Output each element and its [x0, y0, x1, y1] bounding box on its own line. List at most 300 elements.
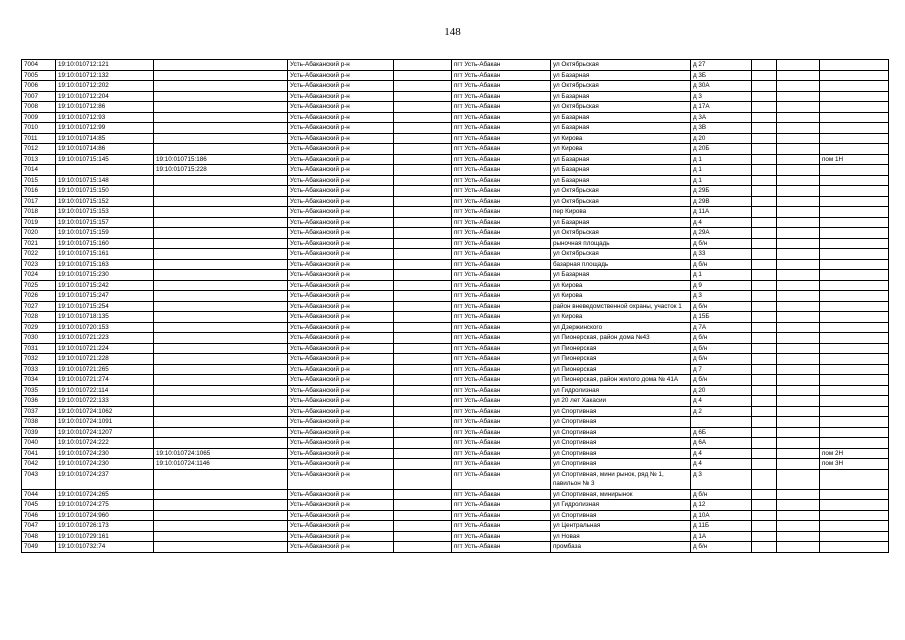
cell-premises-cadastral-number: [154, 531, 288, 542]
cell-apartment: [820, 364, 889, 375]
cell-house: д 3: [691, 91, 752, 102]
cell-locality: пгт Усть-Абакан: [452, 186, 551, 197]
table-row: [22, 228, 889, 239]
cell-street: ул Октябрьская: [551, 60, 691, 71]
cell-settlement-type: [394, 510, 452, 521]
cell-cadastral-number: 19:10:010715:152: [56, 196, 154, 207]
cell-settlement-type: [394, 270, 452, 281]
cell-building: [752, 438, 777, 449]
cell-locality: пгт Усть-Абакан: [452, 500, 551, 511]
cell-district: Усть-Абаканский р-н: [288, 259, 394, 270]
cell-cadastral-number: 19:10:010712:86: [56, 102, 154, 113]
table-row: [22, 259, 889, 270]
cell-premises-cadastral-number: [154, 280, 288, 291]
cell-locality: пгт Усть-Абакан: [452, 364, 551, 375]
cell-street: ул Базарная: [551, 70, 691, 81]
cell-house: д 4: [691, 448, 752, 459]
cell-structure: [777, 375, 820, 386]
cell-building: [752, 469, 777, 489]
cell-row-number: 7016: [22, 186, 56, 197]
cell-district: Усть-Абаканский р-н: [288, 175, 394, 186]
cell-row-number: 7042: [22, 459, 56, 470]
cell-row-number: 7007: [22, 91, 56, 102]
cell-settlement-type: [394, 144, 452, 155]
cell-district: Усть-Абаканский р-н: [288, 207, 394, 218]
cell-row-number: 7012: [22, 144, 56, 155]
cell-district: Усть-Абаканский р-н: [288, 91, 394, 102]
cell-cadastral-number: 19:10:010715:150: [56, 186, 154, 197]
cell-apartment: [820, 207, 889, 218]
cell-apartment: [820, 228, 889, 239]
cell-row-number: 7039: [22, 427, 56, 438]
cell-premises-cadastral-number: [154, 301, 288, 312]
cell-house: д 3Б: [691, 70, 752, 81]
cell-row-number: 7009: [22, 112, 56, 123]
cell-premises-cadastral-number: [154, 291, 288, 302]
cell-structure: [777, 102, 820, 113]
cell-row-number: 7026: [22, 291, 56, 302]
cell-structure: [777, 165, 820, 176]
cell-district: Усть-Абаканский р-н: [288, 291, 394, 302]
cell-locality: пгт Усть-Абакан: [452, 301, 551, 312]
cell-house: д 4: [691, 217, 752, 228]
cell-district: Усть-Абаканский р-н: [288, 354, 394, 365]
cell-building: [752, 91, 777, 102]
cell-apartment: [820, 217, 889, 228]
cell-cadastral-number: 19:10:010715:242: [56, 280, 154, 291]
cell-row-number: 7023: [22, 259, 56, 270]
cell-premises-cadastral-number: [154, 427, 288, 438]
cell-structure: [777, 500, 820, 511]
cell-apartment: [820, 270, 889, 281]
cell-building: [752, 354, 777, 365]
cell-premises-cadastral-number: [154, 521, 288, 532]
table-row: [22, 406, 889, 417]
cell-district: Усть-Абаканский р-н: [288, 521, 394, 532]
cell-premises-cadastral-number: [154, 217, 288, 228]
cell-district: Усть-Абаканский р-н: [288, 228, 394, 239]
cell-settlement-type: [394, 123, 452, 134]
cell-street: ул Кирова: [551, 144, 691, 155]
cell-locality: пгт Усть-Абакан: [452, 238, 551, 249]
cell-structure: [777, 238, 820, 249]
cell-house: д 1: [691, 270, 752, 281]
cell-street: ул Октябрьская: [551, 196, 691, 207]
cell-premises-cadastral-number: [154, 249, 288, 260]
table-row: [22, 364, 889, 375]
cell-row-number: 7032: [22, 354, 56, 365]
cell-cadastral-number: 19:10:010712:99: [56, 123, 154, 134]
cell-district: Усть-Абаканский р-н: [288, 322, 394, 333]
cell-street: ул Гидролизная: [551, 385, 691, 396]
cell-settlement-type: [394, 427, 452, 438]
table-row: [22, 301, 889, 312]
cell-building: [752, 448, 777, 459]
cell-house: д 29А: [691, 228, 752, 239]
cell-street: ул Спортивная: [551, 459, 691, 470]
cell-settlement-type: [394, 417, 452, 428]
cell-building: [752, 364, 777, 375]
cell-locality: пгт Усть-Абакан: [452, 438, 551, 449]
cell-structure: [777, 81, 820, 92]
cell-row-number: 7031: [22, 343, 56, 354]
cell-settlement-type: [394, 154, 452, 165]
cell-cadastral-number: 19:10:010724:230: [56, 448, 154, 459]
cell-apartment: [820, 249, 889, 260]
cell-structure: [777, 427, 820, 438]
cell-apartment: [820, 312, 889, 323]
cell-street: ул Кирова: [551, 291, 691, 302]
cell-settlement-type: [394, 259, 452, 270]
cell-building: [752, 154, 777, 165]
cell-house: д 4: [691, 396, 752, 407]
cell-cadastral-number: 19:10:010726:173: [56, 521, 154, 532]
cell-structure: [777, 459, 820, 470]
cell-apartment: пом 1Н: [820, 154, 889, 165]
cell-premises-cadastral-number: [154, 207, 288, 218]
cell-structure: [777, 270, 820, 281]
cell-row-number: 7015: [22, 175, 56, 186]
cell-district: Усть-Абаканский р-н: [288, 448, 394, 459]
cell-premises-cadastral-number: [154, 112, 288, 123]
registry-table: [21, 59, 889, 553]
cell-premises-cadastral-number: [154, 144, 288, 155]
cell-apartment: [820, 396, 889, 407]
cell-cadastral-number: 19:10:010724:1207: [56, 427, 154, 438]
cell-structure: [777, 301, 820, 312]
cell-street: ул Центральная: [551, 521, 691, 532]
cell-row-number: 7033: [22, 364, 56, 375]
cell-apartment: [820, 280, 889, 291]
cell-building: [752, 112, 777, 123]
cell-premises-cadastral-number: [154, 312, 288, 323]
cell-apartment: [820, 102, 889, 113]
cell-district: Усть-Абаканский р-н: [288, 301, 394, 312]
cell-cadastral-number: 19:10:010712:204: [56, 91, 154, 102]
cell-settlement-type: [394, 489, 452, 500]
cell-row-number: 7011: [22, 133, 56, 144]
table-row: [22, 144, 889, 155]
cell-premises-cadastral-number: [154, 333, 288, 344]
cell-locality: пгт Усть-Абакан: [452, 228, 551, 239]
cell-locality: пгт Усть-Абакан: [452, 196, 551, 207]
cell-structure: [777, 354, 820, 365]
cell-building: [752, 207, 777, 218]
cell-building: [752, 542, 777, 553]
cell-cadastral-number: 19:10:010729:161: [56, 531, 154, 542]
cell-cadastral-number: 19:10:010722:133: [56, 396, 154, 407]
table-row: [22, 438, 889, 449]
cell-structure: [777, 312, 820, 323]
table-row: [22, 133, 889, 144]
cell-settlement-type: [394, 364, 452, 375]
cell-premises-cadastral-number: 19:10:010715:228: [154, 165, 288, 176]
cell-building: [752, 144, 777, 155]
cell-apartment: пом 2Н: [820, 448, 889, 459]
cell-house: д 29В: [691, 196, 752, 207]
cell-premises-cadastral-number: [154, 81, 288, 92]
cell-building: [752, 500, 777, 511]
cell-street: район вневедомственной охраны, участок 1: [551, 301, 691, 312]
cell-house: д 12: [691, 500, 752, 511]
cell-locality: пгт Усть-Абакан: [452, 469, 551, 489]
cell-premises-cadastral-number: [154, 343, 288, 354]
cell-settlement-type: [394, 396, 452, 407]
cell-settlement-type: [394, 354, 452, 365]
cell-structure: [777, 417, 820, 428]
cell-district: Усть-Абаканский р-н: [288, 489, 394, 500]
cell-cadastral-number: 19:10:010724:960: [56, 510, 154, 521]
registry-body: [22, 60, 889, 553]
cell-district: Усть-Абаканский р-н: [288, 249, 394, 260]
cell-house: д 20: [691, 385, 752, 396]
cell-street: ул Спортивная: [551, 406, 691, 417]
cell-row-number: 7029: [22, 322, 56, 333]
cell-settlement-type: [394, 521, 452, 532]
cell-premises-cadastral-number: [154, 510, 288, 521]
cell-house: д б/н: [691, 343, 752, 354]
cell-house: д 3: [691, 469, 752, 489]
cell-premises-cadastral-number: [154, 102, 288, 113]
cell-district: Усть-Абаканский р-н: [288, 385, 394, 396]
cell-district: Усть-Абаканский р-н: [288, 375, 394, 386]
cell-house: д 11А: [691, 207, 752, 218]
cell-locality: пгт Усть-Абакан: [452, 217, 551, 228]
cell-row-number: 7048: [22, 531, 56, 542]
cell-locality: пгт Усть-Абакан: [452, 280, 551, 291]
cell-row-number: 7038: [22, 417, 56, 428]
cell-cadastral-number: 19:10:010722:114: [56, 385, 154, 396]
cell-locality: пгт Усть-Абакан: [452, 270, 551, 281]
cell-cadastral-number: 19:10:010721:228: [56, 354, 154, 365]
cell-row-number: 7044: [22, 489, 56, 500]
cell-building: [752, 396, 777, 407]
cell-settlement-type: [394, 542, 452, 553]
cell-district: Усть-Абаканский р-н: [288, 217, 394, 228]
cell-settlement-type: [394, 207, 452, 218]
cell-row-number: 7025: [22, 280, 56, 291]
cell-cadastral-number: 19:10:010715:230: [56, 270, 154, 281]
cell-building: [752, 510, 777, 521]
cell-building: [752, 217, 777, 228]
cell-structure: [777, 469, 820, 489]
cell-apartment: [820, 144, 889, 155]
table-row: [22, 238, 889, 249]
cell-building: [752, 301, 777, 312]
cell-structure: [777, 531, 820, 542]
cell-apartment: [820, 175, 889, 186]
cell-building: [752, 280, 777, 291]
cell-structure: [777, 259, 820, 270]
cell-structure: [777, 343, 820, 354]
cell-settlement-type: [394, 448, 452, 459]
cell-apartment: [820, 238, 889, 249]
table-row: [22, 333, 889, 344]
cell-cadastral-number: 19:10:010712:132: [56, 70, 154, 81]
table-row: [22, 531, 889, 542]
cell-structure: [777, 217, 820, 228]
cell-premises-cadastral-number: [154, 322, 288, 333]
cell-house: д 3В: [691, 123, 752, 134]
cell-district: Усть-Абаканский р-н: [288, 364, 394, 375]
cell-apartment: [820, 322, 889, 333]
cell-settlement-type: [394, 217, 452, 228]
cell-cadastral-number: 19:10:010712:93: [56, 112, 154, 123]
cell-building: [752, 291, 777, 302]
cell-structure: [777, 196, 820, 207]
cell-premises-cadastral-number: [154, 123, 288, 134]
cell-street: ул Базарная: [551, 270, 691, 281]
cell-district: Усть-Абаканский р-н: [288, 123, 394, 134]
cell-street: ул Спортивная, минирынок: [551, 489, 691, 500]
cell-locality: пгт Усть-Абакан: [452, 459, 551, 470]
cell-structure: [777, 333, 820, 344]
cell-locality: пгт Усть-Абакан: [452, 375, 551, 386]
cell-house: д б/н: [691, 301, 752, 312]
cell-house: д б/н: [691, 375, 752, 386]
cell-structure: [777, 280, 820, 291]
cell-street: ул Базарная: [551, 217, 691, 228]
cell-house: д 7А: [691, 322, 752, 333]
table-row: [22, 448, 889, 459]
table-row: [22, 354, 889, 365]
cell-locality: пгт Усть-Абакан: [452, 291, 551, 302]
cell-house: д 6Б: [691, 427, 752, 438]
cell-structure: [777, 70, 820, 81]
cell-row-number: 7008: [22, 102, 56, 113]
cell-apartment: [820, 500, 889, 511]
cell-building: [752, 385, 777, 396]
cell-building: [752, 175, 777, 186]
cell-cadastral-number: 19:10:010724:222: [56, 438, 154, 449]
cell-premises-cadastral-number: [154, 542, 288, 553]
cell-structure: [777, 291, 820, 302]
cell-settlement-type: [394, 102, 452, 113]
cell-apartment: [820, 469, 889, 489]
cell-locality: пгт Усть-Абакан: [452, 112, 551, 123]
cell-row-number: 7040: [22, 438, 56, 449]
cell-apartment: [820, 123, 889, 134]
cell-structure: [777, 542, 820, 553]
cell-building: [752, 165, 777, 176]
cell-row-number: 7010: [22, 123, 56, 134]
table-row: [22, 291, 889, 302]
cell-building: [752, 81, 777, 92]
cell-structure: [777, 91, 820, 102]
cell-street: ул Спортивная: [551, 510, 691, 521]
cell-house: д б/н: [691, 259, 752, 270]
cell-structure: [777, 364, 820, 375]
cell-cadastral-number: 19:10:010715:148: [56, 175, 154, 186]
cell-apartment: [820, 133, 889, 144]
cell-street: ул Пионерская: [551, 343, 691, 354]
cell-structure: [777, 396, 820, 407]
cell-street: ул Базарная: [551, 91, 691, 102]
cell-row-number: 7047: [22, 521, 56, 532]
table-row: [22, 165, 889, 176]
cell-street: ул Октябрьская: [551, 81, 691, 92]
cell-settlement-type: [394, 91, 452, 102]
cell-building: [752, 333, 777, 344]
cell-apartment: [820, 333, 889, 344]
cell-structure: [777, 249, 820, 260]
cell-district: Усть-Абаканский р-н: [288, 70, 394, 81]
cell-row-number: 7018: [22, 207, 56, 218]
cell-cadastral-number: 19:10:010715:160: [56, 238, 154, 249]
cell-premises-cadastral-number: [154, 489, 288, 500]
cell-house: д 30А: [691, 81, 752, 92]
cell-structure: [777, 448, 820, 459]
cell-building: [752, 123, 777, 134]
cell-apartment: [820, 406, 889, 417]
cell-settlement-type: [394, 438, 452, 449]
cell-structure: [777, 112, 820, 123]
table-row: [22, 396, 889, 407]
cell-district: Усть-Абаканский р-н: [288, 102, 394, 113]
cell-locality: пгт Усть-Абакан: [452, 354, 551, 365]
table-row: [22, 280, 889, 291]
cell-district: Усть-Абаканский р-н: [288, 417, 394, 428]
cell-house: д 17А: [691, 102, 752, 113]
cell-locality: пгт Усть-Абакан: [452, 175, 551, 186]
cell-cadastral-number: 19:10:010724:230: [56, 459, 154, 470]
cell-building: [752, 133, 777, 144]
cell-settlement-type: [394, 385, 452, 396]
cell-structure: [777, 521, 820, 532]
cell-settlement-type: [394, 375, 452, 386]
cell-house: д б/н: [691, 333, 752, 344]
cell-district: Усть-Абаканский р-н: [288, 531, 394, 542]
cell-apartment: [820, 112, 889, 123]
table-row: [22, 489, 889, 500]
cell-settlement-type: [394, 301, 452, 312]
cell-premises-cadastral-number: [154, 364, 288, 375]
cell-premises-cadastral-number: [154, 175, 288, 186]
table-row: [22, 175, 889, 186]
cell-row-number: 7043: [22, 469, 56, 489]
cell-locality: пгт Усть-Абакан: [452, 489, 551, 500]
cell-cadastral-number: 19:10:010712:202: [56, 81, 154, 92]
cell-house: д 9: [691, 280, 752, 291]
cell-structure: [777, 228, 820, 239]
cell-structure: [777, 438, 820, 449]
cell-apartment: [820, 91, 889, 102]
cell-house: [691, 417, 752, 428]
cell-house: д 27: [691, 60, 752, 71]
cell-row-number: 7045: [22, 500, 56, 511]
cell-row-number: 7019: [22, 217, 56, 228]
cell-street: промбаза: [551, 542, 691, 553]
cell-cadastral-number: 19:10:010721:274: [56, 375, 154, 386]
cell-street: ул Октябрьская: [551, 249, 691, 260]
cell-house: д 3А: [691, 112, 752, 123]
cell-locality: пгт Усть-Абакан: [452, 510, 551, 521]
cell-apartment: [820, 489, 889, 500]
cell-house: д 11Б: [691, 521, 752, 532]
cell-row-number: 7021: [22, 238, 56, 249]
table-row: [22, 510, 889, 521]
cell-cadastral-number: 19:10:010724:237: [56, 469, 154, 489]
cell-district: Усть-Абаканский р-н: [288, 500, 394, 511]
cell-cadastral-number: 19:10:010715:254: [56, 301, 154, 312]
cell-district: Усть-Абаканский р-н: [288, 196, 394, 207]
cell-street: ул 20 лет Хакасии: [551, 396, 691, 407]
cell-locality: пгт Усть-Абакан: [452, 60, 551, 71]
cell-premises-cadastral-number: [154, 406, 288, 417]
table-row: [22, 123, 889, 134]
cell-street: ул Спортивная: [551, 417, 691, 428]
table-row: [22, 270, 889, 281]
